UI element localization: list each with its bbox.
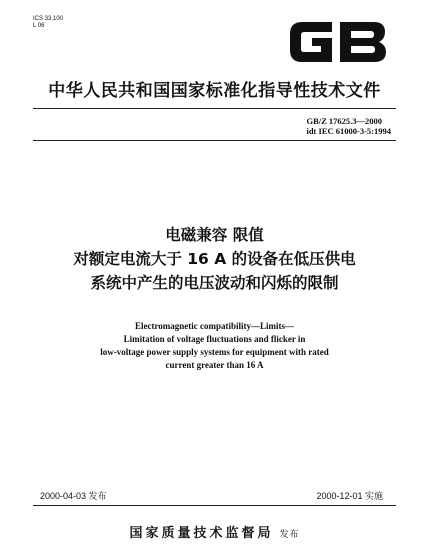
category-code: L 06 [33, 23, 45, 29]
title-en-line1: Electromagnetic compatibility—Limits— [134, 321, 295, 331]
second-divider [33, 140, 396, 141]
standard-number: GB/Z 17625.3—2000 [306, 116, 383, 126]
top-divider [33, 108, 396, 109]
title-zh-line1: 电磁兼容 限值 [165, 226, 264, 244]
issuer-name: 国家质量技术监督局 [129, 526, 274, 541]
implementation-date: 2000-12-01 实施 [316, 491, 383, 501]
idt-reference: idt IEC 61000-3-5:1994 [306, 126, 391, 136]
issuer [0, 522, 429, 541]
title-zh-line3: 系统中产生的电压波动和闪烁的限制 [90, 274, 339, 292]
bottom-divider [33, 505, 396, 506]
standard-numbers [306, 116, 391, 136]
ics-number: ICS 33.100 [33, 16, 64, 22]
title-zh-line2: 对额定电流大于 16 A 的设备在低压供电 [73, 250, 356, 268]
title-en [0, 320, 429, 372]
title-en-line2: Limitation of voltage fluctuations and flicker in [123, 334, 306, 344]
title-en-line4: current greater than 16 A [165, 360, 264, 370]
issue-date: 2000-04-03 发布 [40, 491, 107, 501]
ics-code [33, 16, 63, 30]
issuer-suffix: 发布 [279, 530, 300, 540]
gb-logo-icon [288, 20, 388, 64]
document-type: 中华人民共和国国家标准化指导性技术文件 [48, 81, 381, 101]
title-en-line3: low-voltage power supply systems for equipment with rated [100, 347, 329, 357]
